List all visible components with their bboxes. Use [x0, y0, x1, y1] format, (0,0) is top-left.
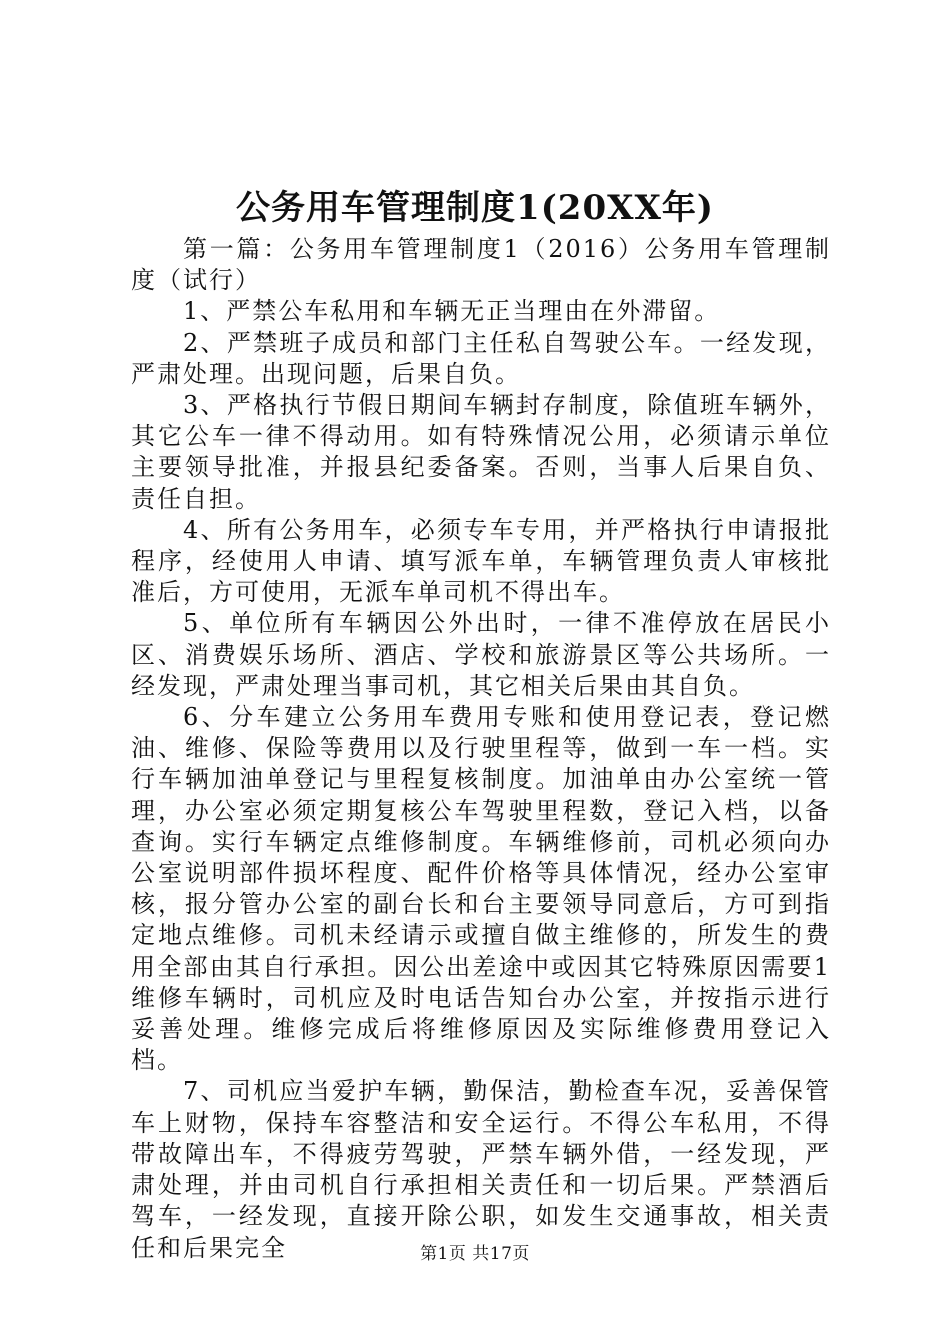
paragraph-item-6: 6、分车建立公务用车费用专账和使用登记表，登记燃油、维修、保险等费用以及行驶里程等，做到一车一档。实行车辆加油单登记与里程复核制度。加油单由办公室统一管理，办公室必须定期复核公车驾驶里程数，登记入档，以备查询。实行车辆定点维修制度。车辆维修前，司机必须向办公室说明部件损坏程度、配件价格等具体情况，经办公室审核，报分管办公室的副台长和台主要领导同意后，方可到指定地点维修。司机未经请示或擅自做主维修的，所发生的费用全部由其自行承担。因公出差途中或因其它特殊原因需要1维修车辆时，司机应及时电话告知台办公室，并按指示进行妥善处理。维修完成后将维修原因及实际维修费用登记入档。 [131, 703, 831, 1075]
paragraph-intro: 第一篇：公务用车管理制度1（2016）公务用车管理制度（试行） [131, 235, 831, 295]
paragraph-item-2: 2、严禁班子成员和部门主任私自驾驶公车。一经发现，严肃处理。出现问题，后果自负。 [131, 328, 831, 388]
paragraph-item-7: 7、司机应当爱护车辆，勤保洁，勤检查车况，妥善保管车上财物，保持车容整洁和安全运行。不得公车私用，不得带故障出车，不得疲劳驾驶，严禁车辆外借，一经发现，严肃处理，并由司机自行承担相关责任和一切后果。严禁酒后驾车，一经发现，直接开除公职，如发生交通事故，相关责任和后果完全 [131, 1077, 831, 1262]
page-footer: 第1页 共17页 [420, 1244, 530, 1264]
document-body [131, 234, 831, 1264]
paragraph-item-3: 3、严格执行节假日期间车辆封存制度，除值班车辆外，其它公车一律不得动用。如有特殊情况公用，必须请示单位主要领导批准，并报县纪委备案。否则，当事人后果自负、责任自担。 [131, 391, 831, 513]
paragraph-item-4: 4、所有公务用车，必须专车专用，并严格执行申请报批程序，经使用人申请、填写派车单，车辆管理负责人审核批准后，方可使用，无派车单司机不得出车。 [131, 515, 831, 607]
document-title: 公务用车管理制度1(20XX年) [236, 188, 714, 228]
paragraph-item-1: 1、严禁公车私用和车辆无正当理由在外滞留。 [183, 297, 721, 326]
paragraph-item-5: 5、单位所有车辆因公外出时，一律不准停放在居民小区、消费娱乐场所、酒店、学校和旅游景区等公共场所。一经发现，严肃处理当事司机，其它相关后果由其自负。 [131, 609, 831, 700]
